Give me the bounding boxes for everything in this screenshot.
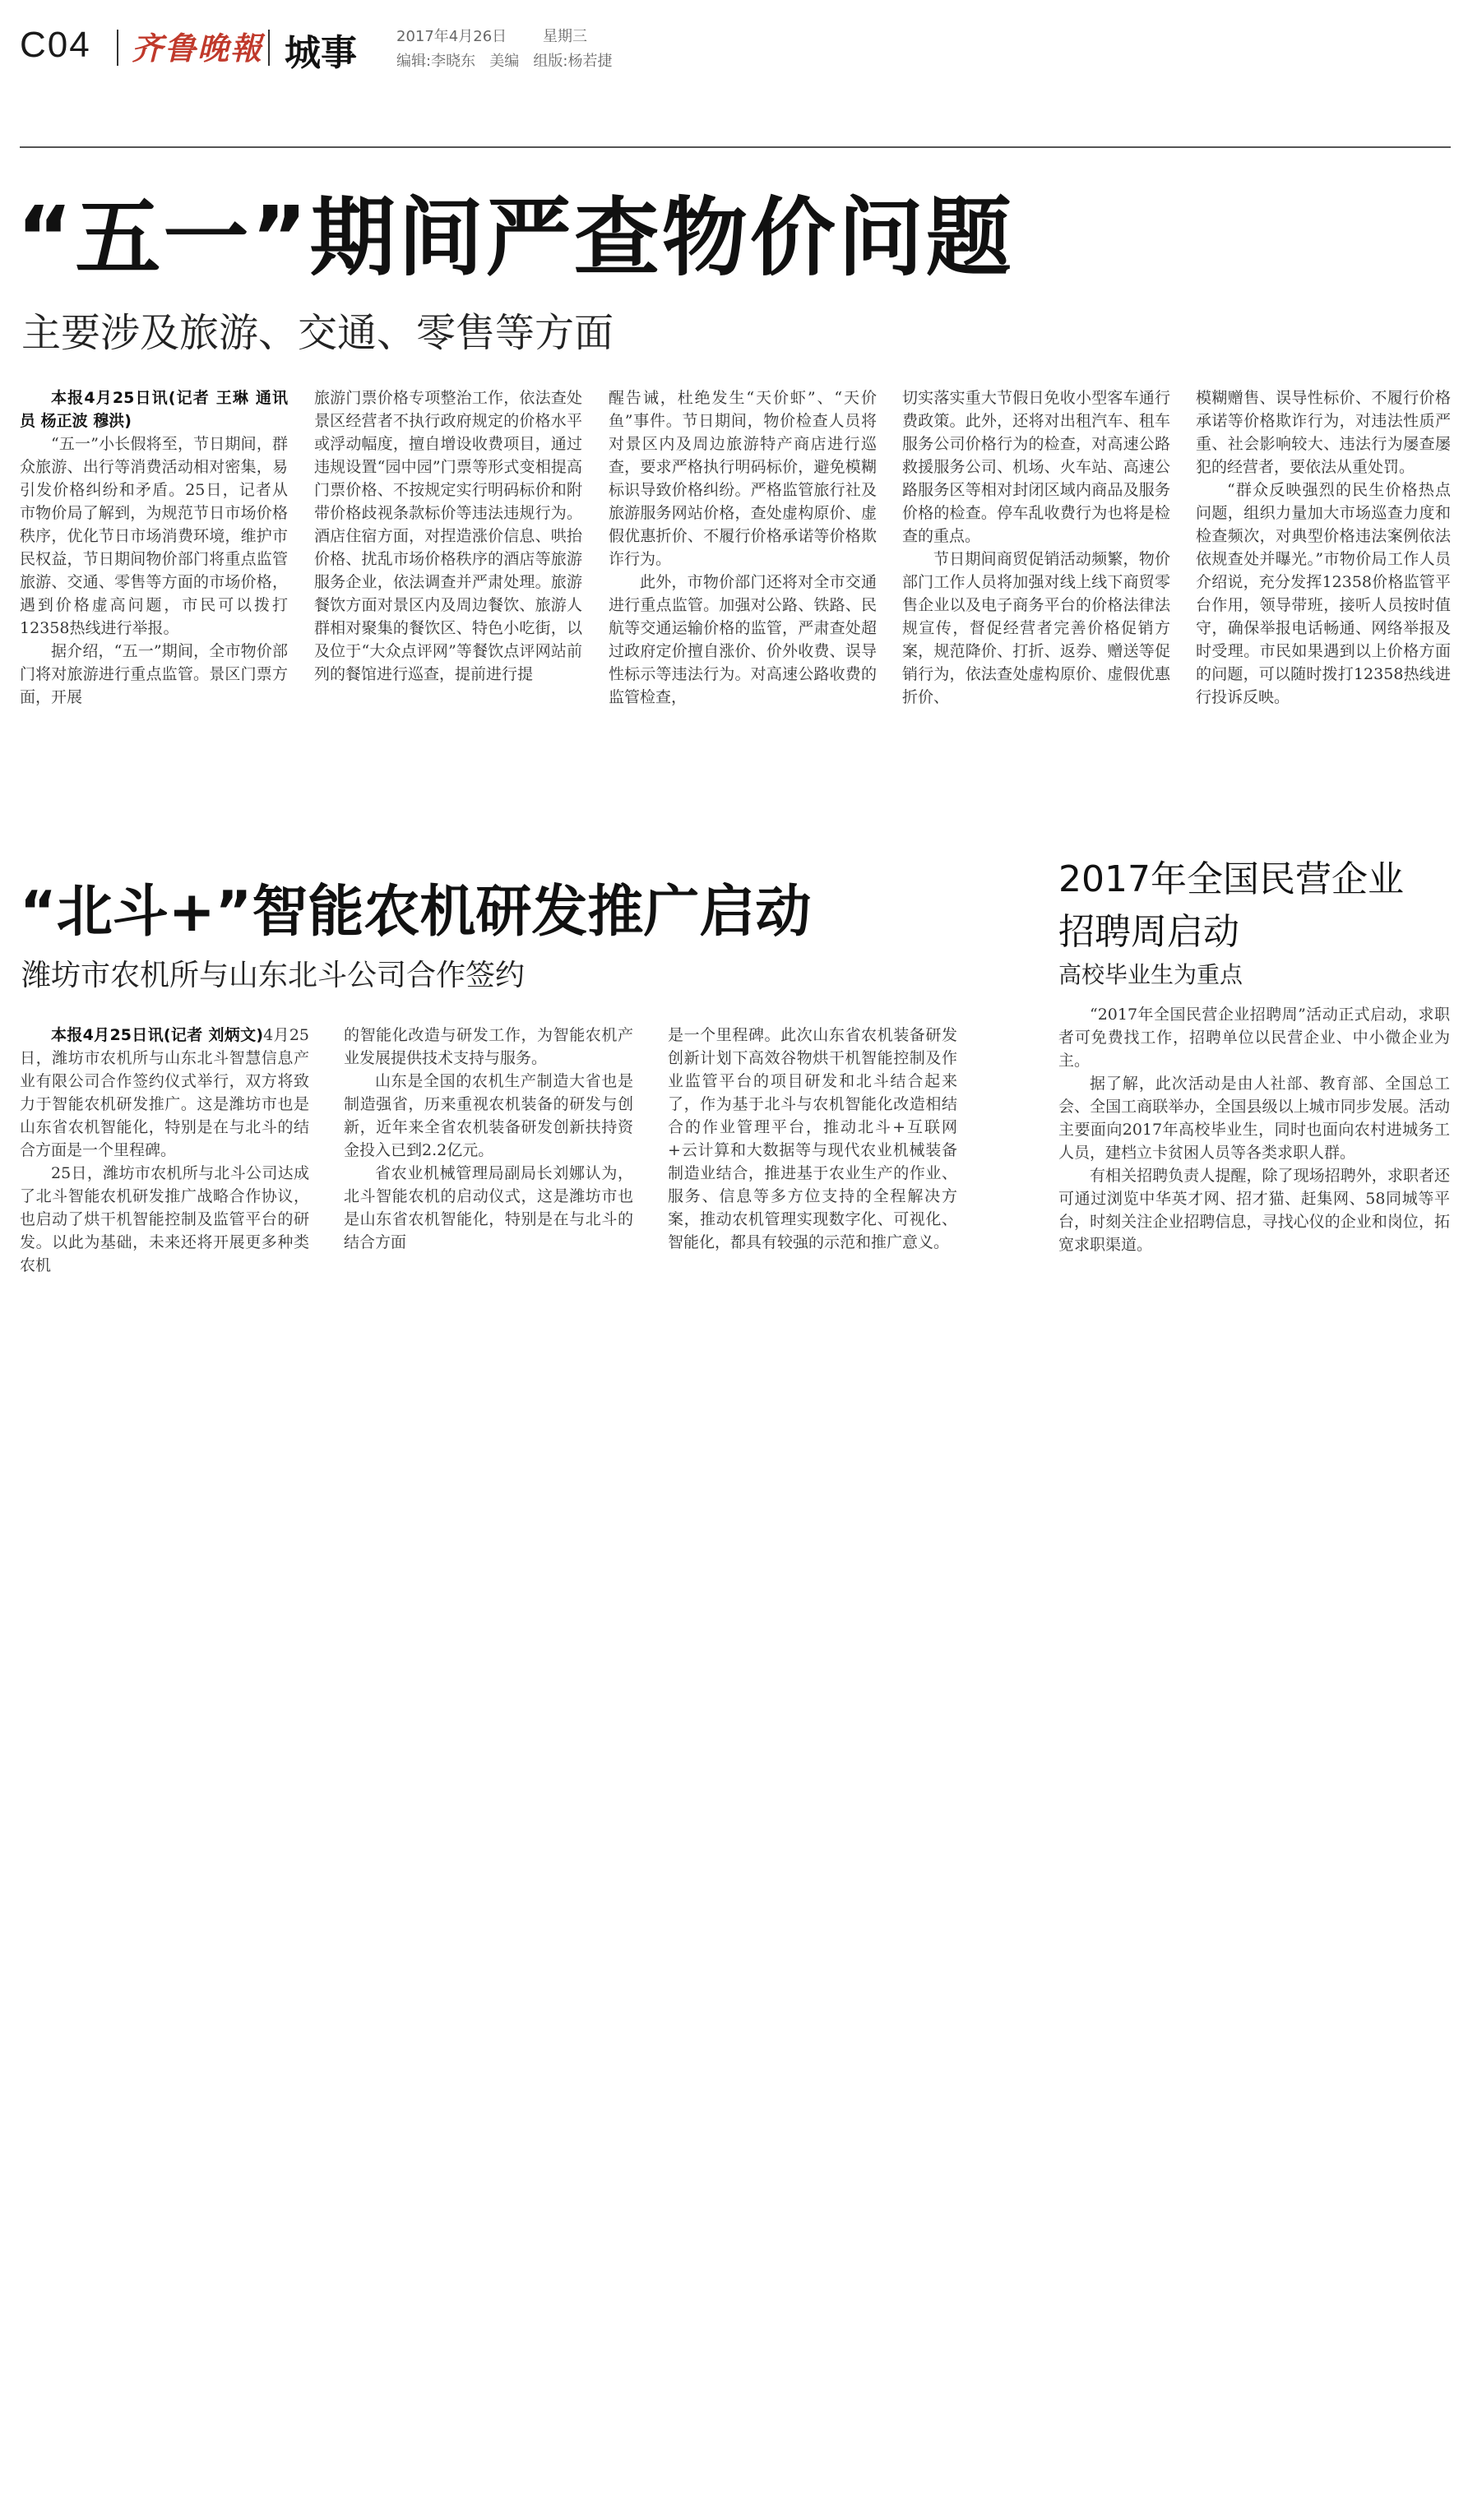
article2-paragraph: 的智能化改造与研发工作，为智能农机产业发展提供技术支持与服务。 <box>344 1026 633 1067</box>
article3-paragraph: 有相关招聘负责人提醒，除了现场招聘外，求职者还可通过浏览中华英才网、招才猫、赶集网、58同城等平台，时刻关注企业招聘信息，寻找心仪的企业和岗位，拓宽求职渠道。 <box>1058 1167 1450 1254</box>
article2-paragraph: 山东是全国的农机生产制造大省也是制造强省，历来重视农机装备的研发与创新，近年来全省农机装备研发创新扶持资金投入已到2.2亿元。 <box>344 1072 633 1159</box>
article3-headline-line: 招聘周启动 <box>1058 911 1239 953</box>
article1-headline: “五一”期间严查物价问题 <box>16 187 1014 288</box>
article3-paragraph: 据了解，此次活动是由人社部、教育部、全国总工会、全国工商联举办，全国县级以上城市同步发展。活动主要面向2017年高校毕业生，同时也面向农村进城务工人员，建档立卡贫困人员等各类求职人群。 <box>1058 1075 1450 1162</box>
article2-column-3 <box>668 1024 957 1254</box>
article2-column-2 <box>344 1024 633 1254</box>
article3-subheadline: 高校毕业生为重点 <box>1058 961 1243 988</box>
article3-headline-line: 2017年全国民营企业 <box>1058 858 1404 900</box>
article2-paragraph: 是一个里程碑。此次山东省农机装备研发创新计划下高效谷物烘干机智能控制及作业监管平台的项目研发和北斗结合起来了，作为基于北斗与农机智能化改造相结合的作业管理平台，推动北斗+互联网+云计算和大数据等与现代农业机械装备制造业结合，推进基于农业生产的作业、服务、信息等多方位支持的全程解决方案，推动农机管理实现数字化、可视化、智能化，都具有较强的示范和推广意义。 <box>668 1026 957 1251</box>
article3-paragraph: “2017年全国民营企业招聘周”活动正式启动，求职者可免费找工作，招聘单位以民营企业、中小微企业为主。 <box>1058 1006 1450 1070</box>
article1-paragraph: “五一”小长假将至，节日期间，群众旅游、出行等消费活动相对密集，易引发价格纠纷和矛盾。25日，记者从市物价局了解到，为规范节日市场价格秩序，优化节日市场消费环境，维护市民权益，节日期间物价部门将重点监管旅游、交通、零售等方面的市场价格，遇到价格虚高问题，市民可以拨打12358热线进行举报。 <box>20 435 288 637</box>
article2-paragraph: 4月25日，潍坊市农机所与山东北斗智慧信息产业有限公司合作签约仪式举行，双方将致力于智能农机研发推广。这是潍坊市也是山东省农机智能化，特别是在与北斗的结合方面是一个里程碑。 <box>20 1026 309 1159</box>
article1-column-4 <box>902 386 1170 709</box>
issue-weekday: 星期三 <box>543 28 587 45</box>
header-divider <box>268 30 270 66</box>
article1-paragraph: “群众反映强烈的民生价格热点问题，组织力量加大市场巡查力度和检查频次，对典型价格违法案例依法依规查处并曝光。”市物价局工作人员介绍说，充分发挥12358价格监管平台作用，领导带班，接听人员按时值守，确保举报电话畅通、网络举报及时受理。市民如果遇到以上价格方面的问题，可以随时拨打12358热线进行投诉反映。 <box>1196 481 1451 706</box>
article2-column-1 <box>20 1024 309 1277</box>
masthead-logo: 齐鲁晚報 <box>132 30 264 67</box>
article2-subheadline: 潍坊市农机所与山东北斗公司合作签约 <box>21 959 526 992</box>
page-code: C04 <box>20 25 91 65</box>
issue-date: 2017年4月26日 <box>396 28 507 45</box>
article3-body <box>1058 1003 1450 1256</box>
article3-headline <box>1058 853 1404 959</box>
article2-byline: 本报4月25日讯(记者 刘炳文) <box>51 1026 264 1044</box>
article1-column-3 <box>609 386 877 709</box>
article2-paragraph: 25日，潍坊市农机所与北斗公司达成了北斗智能农机研发推广战略合作协议，也启动了烘干机智能控制及监管平台的研发。以此为基础，未来还将开展更多种类农机 <box>20 1164 309 1274</box>
article1-column-2 <box>314 386 582 686</box>
article2-paragraph: 省农业机械管理局副局长刘娜认为，北斗智能农机的启动仪式，这是潍坊市也是山东省农机智能化，特别是在与北斗的结合方面 <box>344 1164 633 1251</box>
article1-byline: 本报4月25日讯(记者 王琳 通讯员 杨正波 穆洪) <box>20 389 288 430</box>
article1-column-1 <box>20 386 288 709</box>
article1-paragraph: 模糊赠售、误导性标价、不履行价格承诺等价格欺诈行为，对违法性质严重、社会影响较大、违法行为屡查屡犯的经营者，要依法从重处罚。 <box>1196 389 1451 476</box>
article1-paragraph: 节日期间商贸促销活动频繁，物价部门工作人员将加强对线上线下商贸零售企业以及电子商务平台的价格法律法规宣传，督促经营者完善价格促销方案，规范降价、打折、返券、赠送等促销行为，依法查处虚构原价、虚假优惠折价、 <box>902 550 1170 706</box>
header-rule <box>20 146 1451 148</box>
header-divider <box>117 30 118 66</box>
section-title: 城事 <box>285 32 357 74</box>
article1-paragraph: 此外，市物价部门还将对全市交通进行重点监管。加强对公路、铁路、民航等交通运输价格的监管，严肃查处超过政府定价擅自涨价、价外收费、误导性标示等违法行为。对高速公路收费的监管检查， <box>609 573 877 706</box>
article1-paragraph: 切实落实重大节假日免收小型客车通行费政策。此外，还将对出租汽车、租车服务公司价格行为的检查，对高速公路救援服务公司、机场、火车站、高速公路服务区等相对封闭区域内商品及服务价格的检查。停车乱收费行为也将是检查的重点。 <box>902 389 1170 545</box>
article1-column-5 <box>1196 386 1451 709</box>
article1-subheadline: 主要涉及旅游、交通、零售等方面 <box>21 310 614 356</box>
article1-paragraph: 旅游门票价格专项整治工作，依法查处景区经营者不执行政府规定的价格水平或浮动幅度，擅自增设收费项目，通过违规设置“园中园”门票等形式变相提高门票价格、不按规定实行明码标价和附带价格歧视条款标价等违法违规行为。酒店住宿方面，对捏造涨价信息、哄抬价格、扰乱市场价格秩序的酒店等旅游服务企业，依法调查并严肃处理。旅游餐饮方面对景区内及周边餐饮、旅游人群相对聚集的餐饮区、特色小吃街，以及位于“大众点评网”等餐饮点评网站前列的餐馆进行巡查，提前进行提 <box>314 389 582 683</box>
article1-paragraph: 据介绍，“五一”期间，全市物价部门将对旅游进行重点监管。景区门票方面，开展 <box>20 642 288 706</box>
article2-headline: “北斗+”智能农机研发推广启动 <box>20 880 812 945</box>
editor-credits: 编辑:李晓东 美编 组版:杨若捷 <box>396 53 613 70</box>
article1-paragraph: 醒告诫，杜绝发生“天价虾”、“天价鱼”事件。节日期间，物价检查人员将对景区内及周边旅游特产商店进行巡查，要求严格执行明码标价，避免模糊标识导致价格纠纷。严格监管旅行社及旅游服务网站价格，查处虚构原价、虚假优惠折价、不履行价格承诺等价格欺诈行为。 <box>609 389 877 568</box>
